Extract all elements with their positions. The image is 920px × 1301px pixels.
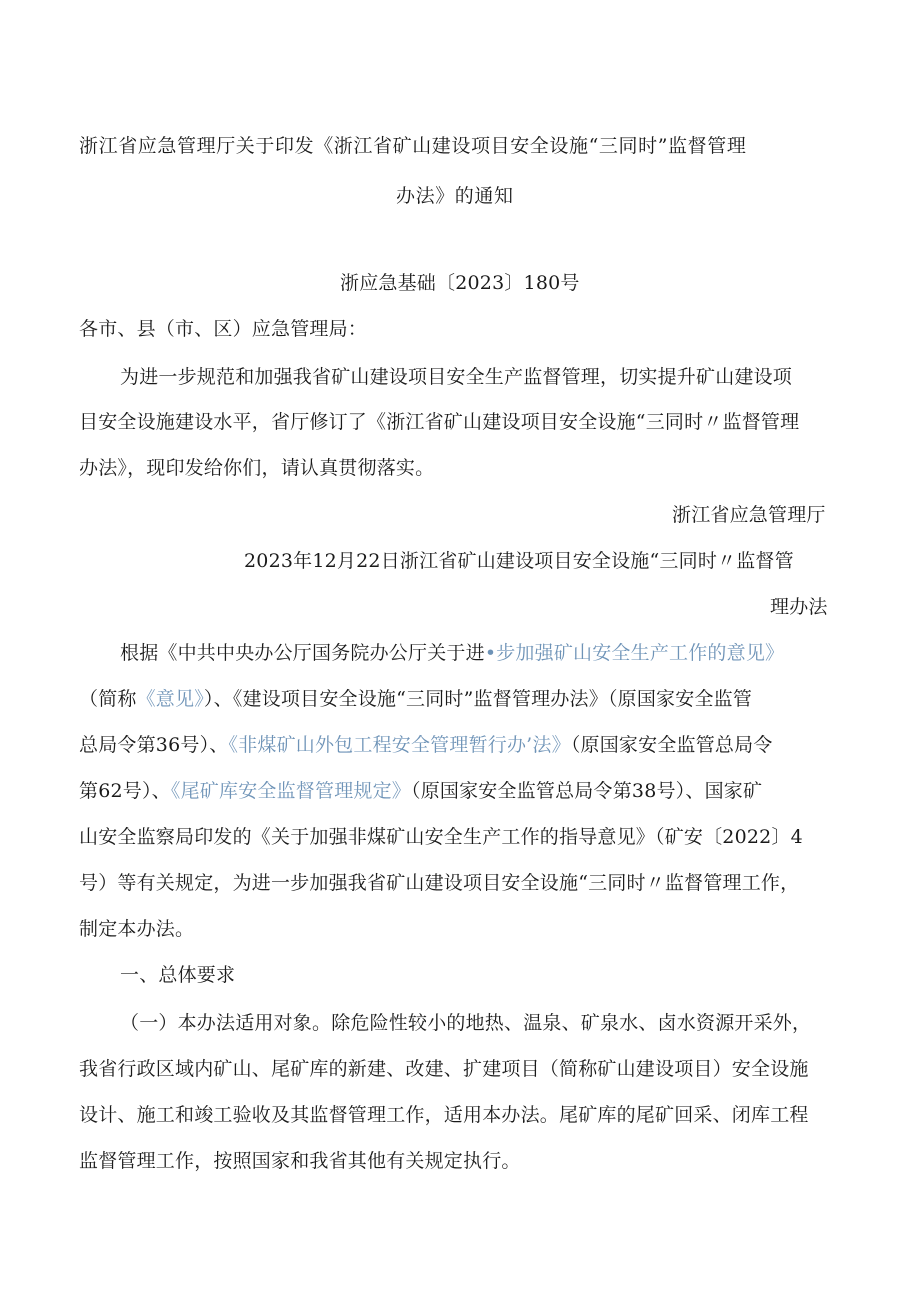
body-text: （原国家安全监管总局令第38号）、国家矿 (411, 780, 763, 802)
body-text: （原国家安全监管总局令 (570, 734, 773, 756)
section-paragraph-line-1: （一）本办法适用对象。除危险性较小的地热、温泉、矿泉水、卤水资源开采外， (120, 1012, 812, 1034)
intro-paragraph-line-1: 为进一步规范和加强我省矿山建设项目安全生产监督管理，切实提升矿山建设项 (120, 366, 793, 388)
body-line-3 (79, 732, 773, 758)
recipient-line: 各市、县（市、区）应急管理局： (79, 318, 368, 340)
body-line-7: 制定本办法。 (79, 918, 195, 940)
body-line-4 (79, 778, 762, 804)
body-line-1 (120, 640, 784, 666)
intro-paragraph-line-3: 办法》，现印发给你们，请认真贯彻落实。 (79, 457, 435, 479)
opinion-link[interactable]: 《意见》 (136, 688, 204, 710)
body-text: 第62号）、 (79, 780, 171, 802)
body-line-6: 号）等有关规定，为进一步加强我省矿山建设项目安全设施“三同时〃监督管理工作， (79, 872, 800, 894)
body-text: 总局令第36号）、 (79, 734, 229, 756)
signature-org: 浙江省应急管理厅 (672, 504, 826, 526)
signature-date-line: 2023年12月22日浙江省矿山建设项目安全设施“三同时〃监督管 (244, 550, 794, 572)
body-text: ）、《建设项目安全设施“三同时”监督管理办法》（原国家安全监管 (203, 688, 753, 710)
section-paragraph-line-3: 设计、施工和竣工验收及其监督管理工作，适用本办法。尾矿库的尾矿回采、闭库工程 (79, 1104, 809, 1126)
section-paragraph-line-2: 我省行政区域内矿山、尾矿库的新建、改建、扩建项目（简称矿山建设项目）安全设施 (79, 1058, 809, 1080)
body-line-5: 山安全监察局印发的《关于加强非煤矿山安全生产工作的指导意见》（矿安〔2022〕4 (79, 826, 803, 848)
document-title-line-2: 办法》的通知 (396, 185, 514, 207)
body-line-2 (79, 686, 752, 712)
document-title-line-1: 浙江省应急管理厅关于印发《浙江省矿山建设项目安全设施“三同时”监督管理 (79, 135, 747, 157)
section-paragraph-line-4: 监督管理工作，按照国家和我省其他有关规定执行。 (79, 1150, 521, 1172)
section-heading: 一、总体要求 (120, 964, 236, 986)
signature-date-line-2: 理办法 (770, 596, 828, 618)
tailings-regulation-link[interactable]: 《尾矿库安全监督管理规定》 (170, 780, 411, 802)
document-number: 浙应急基础〔2023〕180号 (340, 272, 580, 294)
body-text: （简称 (79, 688, 137, 710)
policy-link[interactable]: •步加强矿山安全生产工作的意见》 (484, 642, 785, 664)
intro-paragraph-line-2: 目安全设施建设水平，省厅修订了《浙江省矿山建设项目安全设施“三同时〃监督管理 (79, 411, 800, 433)
body-text: 根据《中共中央办公厅国务院办公厅关于进 (120, 642, 485, 664)
outsourcing-regulation-link[interactable]: 《非煤矿山外包工程安全管理暂行办’法》 (228, 734, 571, 756)
